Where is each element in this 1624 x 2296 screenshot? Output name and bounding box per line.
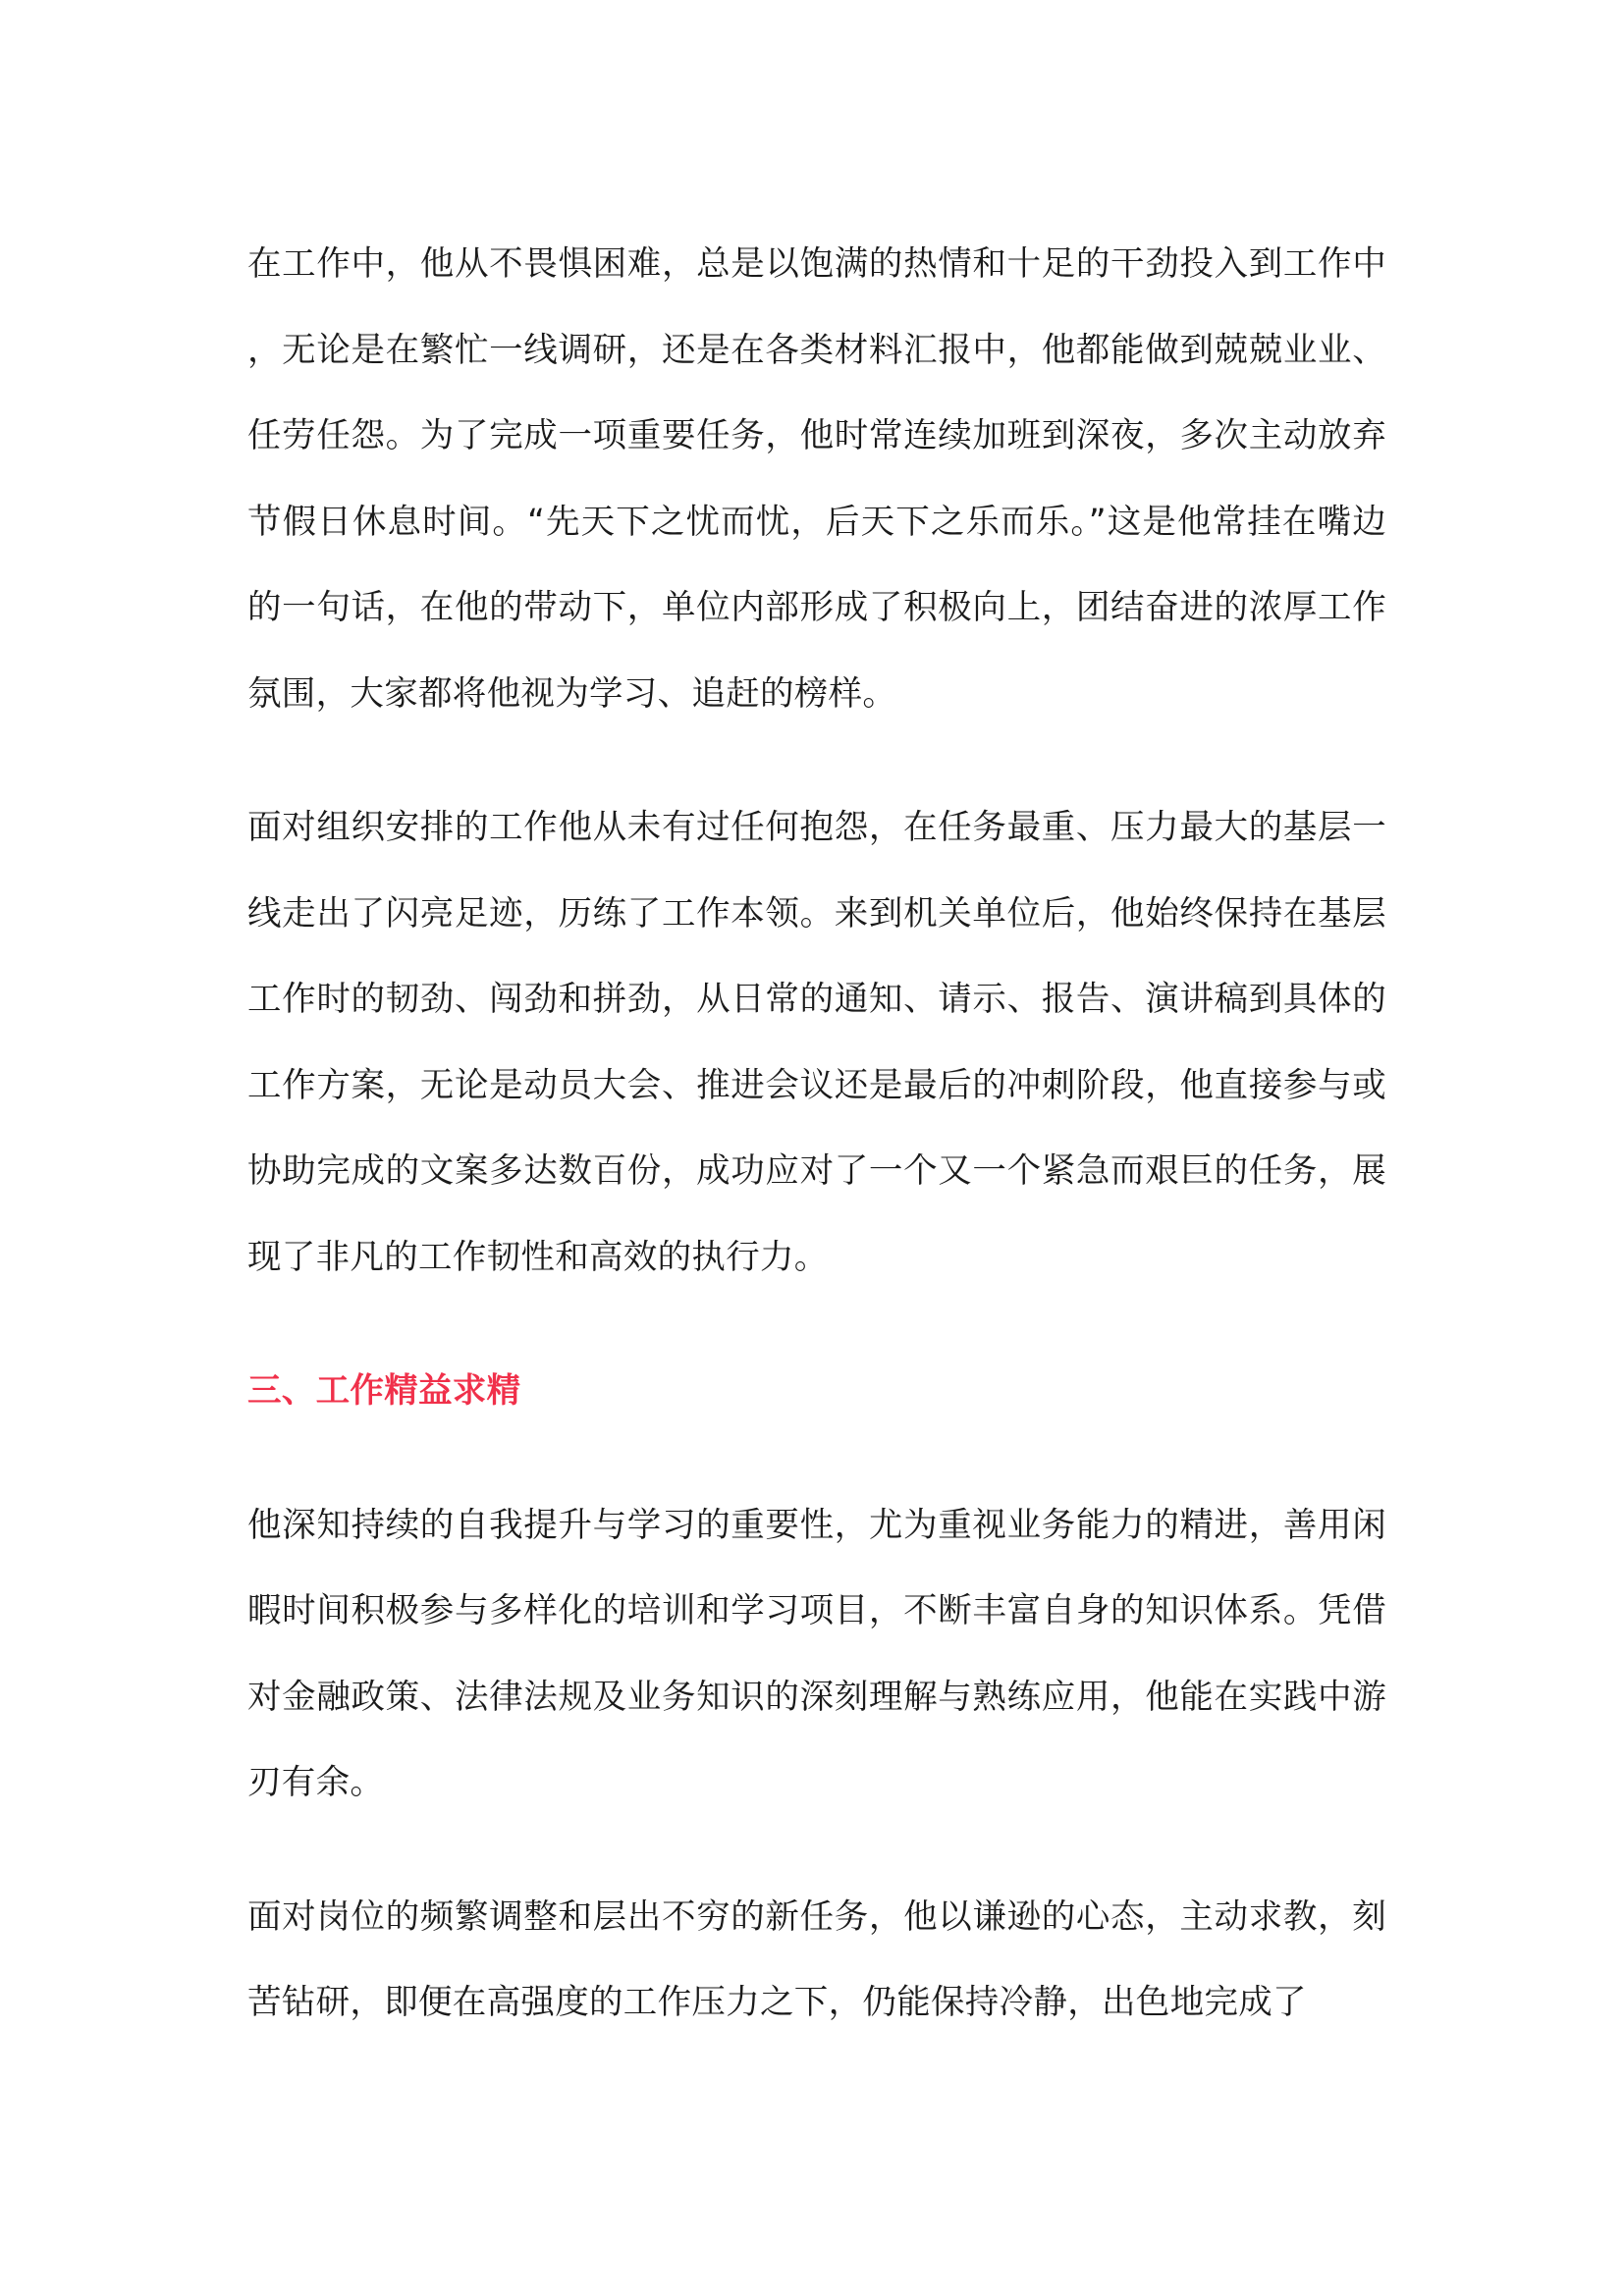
paragraph-spacer: [247, 1827, 1386, 1875]
body-paragraph: 面对岗位的频繁调整和层出不穷的新任务，他以谦逊的心态，主动求教，刻苦钻研，即便在高强度的工作压力之下，仍能保持冷静，出色地完成了: [247, 1896, 1386, 2022]
paragraph-spacer: [247, 737, 1386, 785]
document-page: [247, 222, 1386, 2047]
section-heading: 三、工作精益求精: [247, 1371, 521, 1411]
body-paragraph: 面对组织安排的工作他从未有过任何抱怨，在任务最重、压力最大的基层一线走出了闪亮足迹，历练了工作本领。来到机关单位后，他始终保持在基层工作时的韧劲、闯劲和拼劲，从日常的通知、请示、报告、演讲稿到具体的工作方案，无论是动员大会、推进会议还是最后的冲刺阶段，他直接参与或协助完成的文案多达数百份，成功应对了一个又一个紧急而艰巨的任务，展现了非凡的工作韧性和高效的执行力。: [247, 808, 1386, 1277]
paragraph-spacer: [247, 1435, 1386, 1483]
body-paragraph: 他深知持续的自我提升与学习的重要性，尤为重视业务能力的精进，善用闲暇时间积极参与多样化的培训和学习项目，不断丰富自身的知识体系。凭借对金融政策、法律法规及业务知识的深刻理解与熟练应用，他能在实践中游刃有余。: [247, 1505, 1386, 1802]
body-paragraph: 在工作中，他从不畏惧困难，总是以饱满的热情和十足的干劲投入到工作中，无论是在繁忙一线调研，还是在各类材料汇报中，他都能做到兢兢业业、任劳任怨。为了完成一项重要任务，他时常连续加班到深夜，多次主动放弃节假日休息时间。“先天下之忧而忧，后天下之乐而乐。”这是他常挂在嘴边的一句话，在他的带动下，单位内部形成了积极向上，团结奋进的浓厚工作氛围，大家都将他视为学习、追赶的榜样。: [247, 244, 1386, 714]
paragraph-spacer: [247, 1301, 1386, 1349]
